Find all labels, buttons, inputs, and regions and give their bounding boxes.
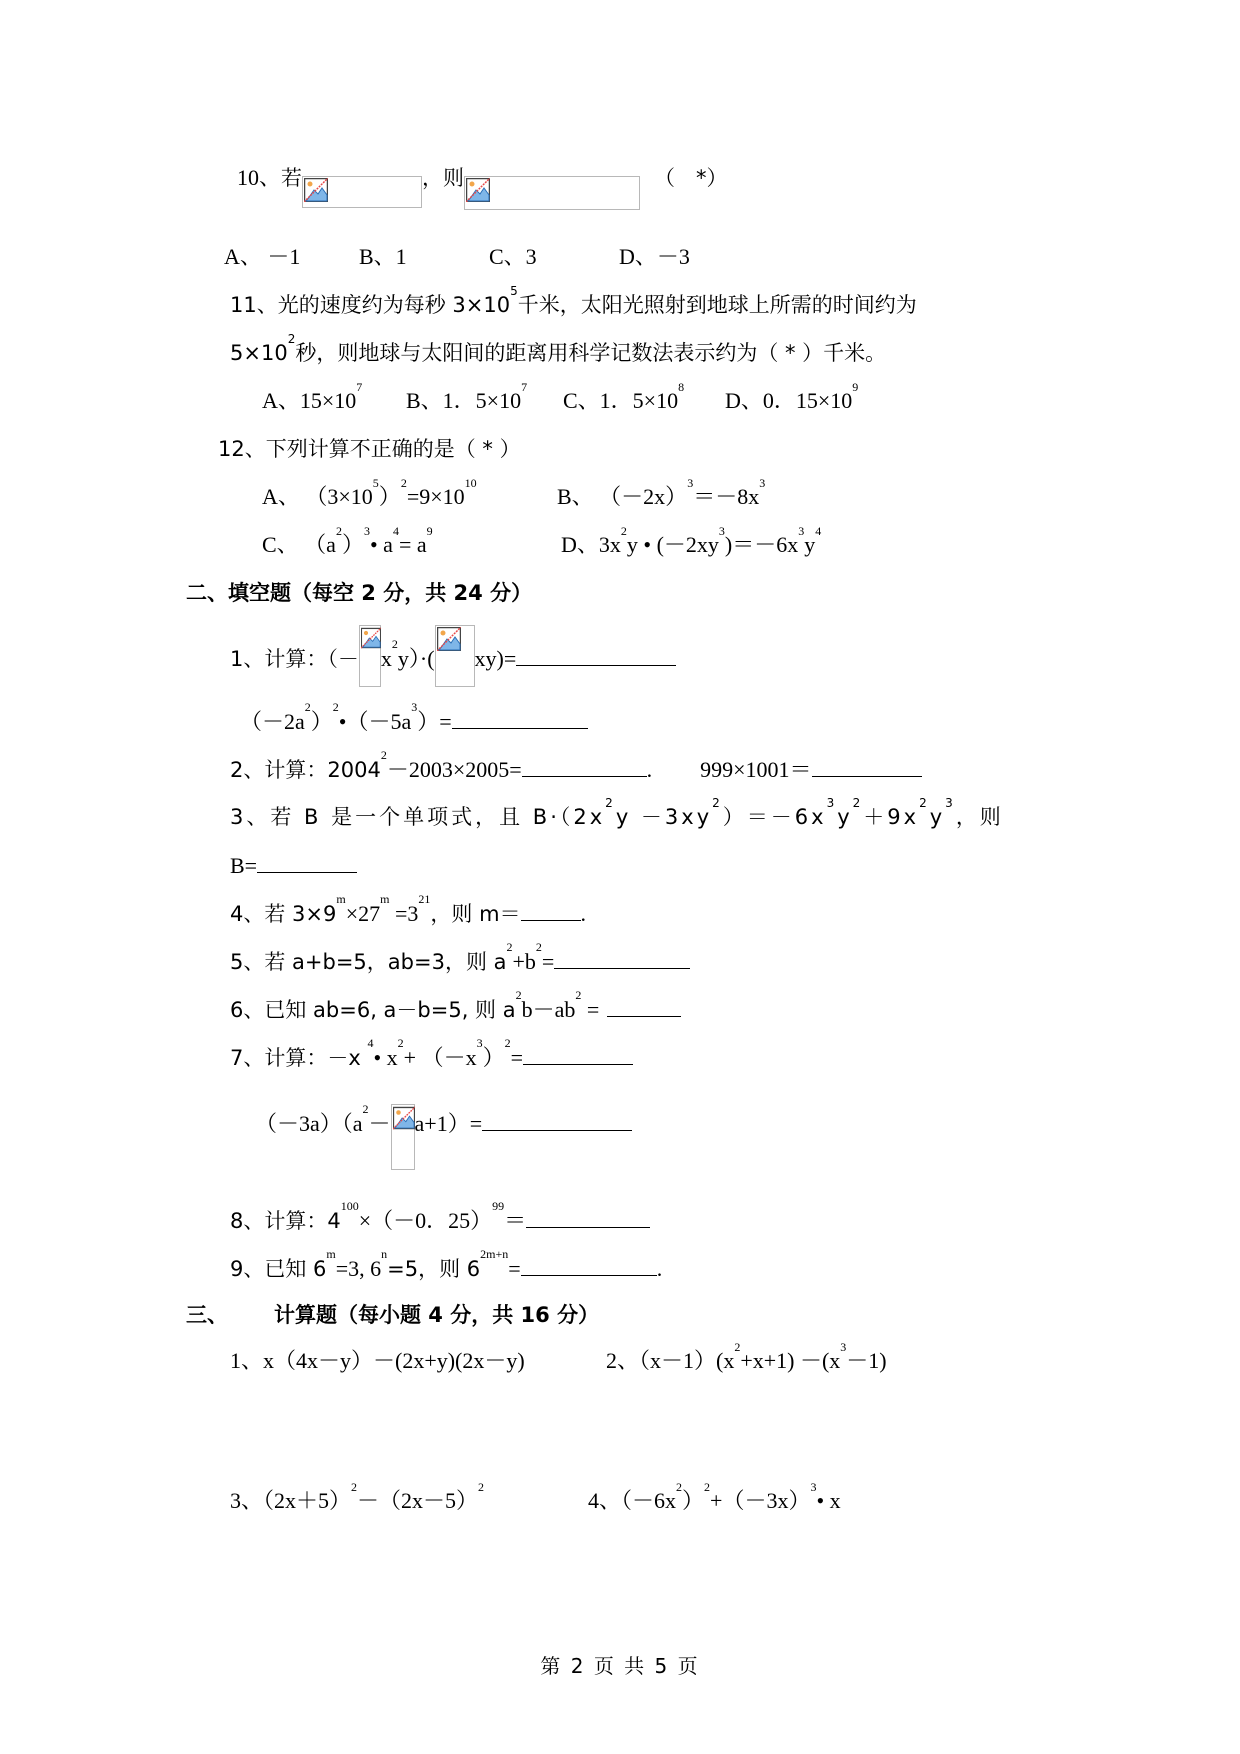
text: ×（－0．25）	[358, 1208, 493, 1233]
superscript: 2	[397, 1036, 404, 1050]
superscript: 3	[759, 476, 766, 490]
calc-question-1: 1、x（4x－y）－(2x+y)(2x－y)	[230, 1348, 525, 1373]
text: =3, 6	[335, 1256, 382, 1281]
superscript: 2	[351, 1480, 358, 1494]
answer-blank[interactable]	[521, 1253, 657, 1276]
text: ）	[310, 709, 333, 734]
superscript: m	[336, 892, 346, 906]
answer-blank[interactable]	[452, 706, 588, 729]
page-footer: 第 2 页 共 5 页	[540, 1654, 700, 1678]
text: ）	[682, 1488, 705, 1513]
text: y －3xy	[615, 805, 713, 829]
superscript: 2	[391, 637, 398, 651]
option-a: A、 －1	[224, 244, 301, 269]
text: （－2a	[240, 709, 305, 734]
fill-question-5	[230, 940, 690, 977]
text: ）	[341, 532, 364, 557]
text: －2003×2005=	[386, 757, 522, 782]
text: D、3x	[561, 532, 621, 557]
superscript: 2	[734, 1340, 741, 1354]
superscript: 2	[504, 1036, 511, 1050]
superscript: 2	[287, 332, 296, 346]
text: C、 （a	[262, 532, 336, 557]
text: ）	[482, 1045, 505, 1070]
text: 2、计算：2004	[230, 758, 381, 782]
broken-image-icon	[393, 1106, 415, 1130]
answer-blank[interactable]	[516, 643, 676, 666]
q10-options	[224, 242, 690, 272]
text: 若	[281, 166, 303, 190]
text: B、 （－2x）	[557, 484, 688, 509]
fill-question-1-part-2	[240, 700, 588, 737]
superscript: 2	[919, 796, 930, 810]
text: －1)	[846, 1348, 887, 1373]
superscript: 2	[704, 1480, 711, 1494]
superscript: 2	[712, 796, 723, 810]
calc-question-4	[588, 1480, 841, 1516]
text: • x	[816, 1488, 841, 1513]
option-b	[406, 380, 563, 416]
text: ×27	[345, 901, 381, 926]
text: ＋9x	[863, 805, 920, 829]
text: 秒，则地球与太阳间的距离用科学记数法表示约为（ * ）千米。	[295, 341, 887, 365]
answer-blank[interactable]	[522, 754, 647, 777]
question-10	[237, 163, 728, 210]
question-11-line-1	[230, 284, 917, 320]
text: D、0．15×10	[725, 388, 853, 413]
text: ＝	[504, 1208, 527, 1233]
superscript: 2	[335, 524, 342, 538]
superscript: 2	[535, 940, 542, 954]
superscript: 2	[400, 476, 407, 490]
text: 999×1001＝	[700, 757, 812, 782]
text: 1、计算：（－	[230, 647, 359, 671]
option-b: B、1	[359, 244, 407, 269]
text: －（2x－5）	[357, 1488, 479, 1513]
broken-image-icon	[466, 178, 490, 202]
text: 9、已知 6	[230, 1257, 327, 1281]
superscript: 3	[810, 1480, 817, 1494]
answer-blank[interactable]	[554, 946, 690, 969]
text: 3、若 B 是一个单项式，且 B·（2x	[230, 805, 606, 829]
text: .	[646, 757, 653, 782]
text: =	[508, 1256, 521, 1281]
section-title-text: 计算题（每小题 4 分，共 16 分）	[274, 1303, 600, 1327]
text: •（－5a	[338, 709, 412, 734]
superscript: 3	[718, 524, 725, 538]
text: )＝－6x	[724, 532, 799, 557]
text: 6、已知 ab=6, a－b=5, 则 a	[230, 998, 516, 1022]
superscript: 3	[945, 796, 956, 810]
superscript: 100	[340, 1199, 359, 1213]
text: －	[368, 1111, 391, 1136]
superscript: 2	[605, 796, 616, 810]
text: A、 （3×10	[262, 484, 373, 509]
q12-option-a	[262, 476, 477, 512]
superscript: 2	[575, 988, 582, 1002]
superscript: 2	[852, 796, 864, 810]
superscript: 21	[418, 892, 431, 906]
q11-options	[262, 380, 859, 416]
superscript: 5	[372, 476, 379, 490]
answer-blank[interactable]	[521, 898, 581, 921]
text: 4、若 3×9	[230, 902, 337, 926]
superscript: 3	[476, 1036, 483, 1050]
text: =9×10	[406, 484, 465, 509]
text: 5×10	[230, 341, 288, 365]
superscript: 9	[426, 524, 433, 538]
q12-option-c	[262, 524, 433, 560]
superscript: 2	[620, 524, 627, 538]
text: • x	[373, 1045, 398, 1070]
broken-image-placeholder	[302, 176, 422, 208]
text: 2、（x－1）(x	[606, 1348, 735, 1373]
fill-question-7-part-2	[255, 1102, 632, 1170]
text: b－ab	[521, 997, 576, 1022]
text: 千米，太阳光照射到地球上所需的时间约为	[517, 293, 917, 317]
text: ）＝－6x	[722, 805, 827, 829]
superscript: 3	[826, 796, 838, 810]
superscript: 10	[464, 476, 477, 490]
superscript: 4	[367, 1036, 374, 1050]
broken-image-placeholder	[391, 1104, 415, 1170]
broken-image-placeholder	[435, 625, 475, 687]
text: 3、（2x＋5）	[230, 1488, 352, 1513]
text: y	[929, 805, 946, 829]
text: =5，则 6	[387, 1257, 481, 1281]
option-c: C、3	[489, 244, 537, 269]
superscript: 3	[687, 476, 694, 490]
fill-question-1	[230, 637, 676, 687]
option-d	[725, 380, 859, 416]
option-a	[262, 380, 406, 416]
broken-image-icon	[304, 178, 328, 202]
answer-blank[interactable]	[607, 994, 681, 1017]
answer-blank[interactable]	[482, 1108, 632, 1131]
text: +x+1) －(x	[740, 1348, 841, 1373]
text: C、1．5×10	[563, 388, 679, 413]
answer-blank[interactable]	[257, 850, 357, 873]
superscript: 2	[332, 700, 339, 714]
superscript: 3	[840, 1340, 847, 1354]
answer-blank[interactable]	[812, 754, 922, 777]
text: y	[804, 532, 816, 557]
section-number: 三、	[186, 1303, 228, 1327]
text: 11、光的速度约为每秒 3×10	[230, 293, 511, 317]
text: y	[837, 805, 853, 829]
calc-question-2	[606, 1340, 887, 1376]
superscript: 2	[515, 988, 522, 1002]
text: =	[541, 949, 555, 974]
superscript: m	[326, 1247, 336, 1261]
q12-option-d	[561, 524, 822, 560]
superscript: 4	[392, 524, 399, 538]
superscript: 2m+n	[480, 1247, 509, 1261]
superscript: 3	[363, 524, 370, 538]
text: .	[656, 1256, 663, 1281]
broken-image-placeholder	[359, 625, 381, 687]
text: =	[581, 997, 600, 1022]
text: =	[510, 1045, 524, 1070]
text: ＝－8x	[693, 484, 760, 509]
superscript: 7	[521, 380, 528, 394]
text: .	[580, 901, 587, 926]
text: 5、若 a+b=5，ab=3，则 a	[230, 950, 507, 974]
calc-question-3	[230, 1480, 485, 1516]
text: B、1．5×10	[406, 388, 522, 413]
superscript: m	[380, 892, 390, 906]
text: ，则	[955, 805, 1004, 829]
q12-option-b	[557, 476, 766, 512]
question-12-stem: 12、下列计算不正确的是（ * ）	[218, 437, 521, 461]
text: （－3a）（a	[255, 1111, 363, 1136]
superscript: 2	[362, 1102, 369, 1116]
answer-paren: （ *）	[654, 166, 728, 190]
fill-question-3-answer	[230, 850, 357, 881]
fill-question-9	[230, 1247, 663, 1284]
text: ）=	[417, 709, 452, 734]
text: y • (－2xy	[626, 532, 719, 557]
fill-question-6	[230, 988, 681, 1025]
superscript: n	[381, 1247, 388, 1261]
text: A、15×10	[262, 388, 357, 413]
broken-image-icon	[361, 627, 381, 649]
fill-question-4	[230, 892, 587, 929]
option-d: D、－3	[619, 244, 690, 269]
text: a+1）=	[414, 1111, 483, 1136]
answer-blank[interactable]	[523, 1042, 633, 1065]
superscript: 3	[798, 524, 805, 538]
text: 8、计算：4	[230, 1209, 341, 1233]
text: +b	[512, 949, 536, 974]
superscript: 7	[356, 380, 363, 394]
fill-question-8	[230, 1199, 650, 1236]
section-3-title	[186, 1300, 599, 1330]
superscript: 2	[380, 748, 387, 762]
superscript: 9	[852, 380, 859, 394]
text: • a	[369, 532, 393, 557]
superscript: 2	[676, 1480, 683, 1494]
question-11-line-2	[230, 332, 887, 368]
option-c	[563, 380, 725, 416]
superscript: 4	[815, 524, 822, 538]
superscript: 2	[478, 1480, 485, 1494]
question-number: 10、	[237, 165, 282, 190]
text: x	[380, 646, 392, 671]
superscript: 8	[678, 380, 685, 394]
superscript: 5	[510, 284, 518, 298]
superscript: 99	[492, 1199, 505, 1213]
superscript: 3	[411, 700, 418, 714]
text: + （－x	[403, 1045, 477, 1070]
broken-image-placeholder	[464, 176, 640, 210]
superscript: 2	[506, 940, 513, 954]
fill-question-7	[230, 1036, 633, 1073]
text: 4、（－6x	[588, 1488, 677, 1513]
broken-image-icon	[437, 627, 461, 651]
superscript: 2	[304, 700, 311, 714]
text: ，则	[422, 166, 465, 190]
text: ，则 m＝	[430, 902, 521, 926]
text: xy)=	[474, 646, 517, 671]
text: = a	[398, 532, 427, 557]
answer-blank[interactable]	[526, 1205, 650, 1228]
text: ）	[378, 484, 401, 509]
text: 7、计算：－x	[230, 1046, 368, 1070]
fill-question-2	[230, 748, 922, 785]
text: y）·(	[397, 646, 435, 671]
section-2-title: 二、填空题（每空 2 分，共 24 分）	[186, 581, 533, 605]
text: +（－3x）	[710, 1488, 811, 1513]
text: B=	[230, 853, 258, 878]
fill-question-3	[230, 796, 1004, 832]
text: =3	[389, 901, 419, 926]
